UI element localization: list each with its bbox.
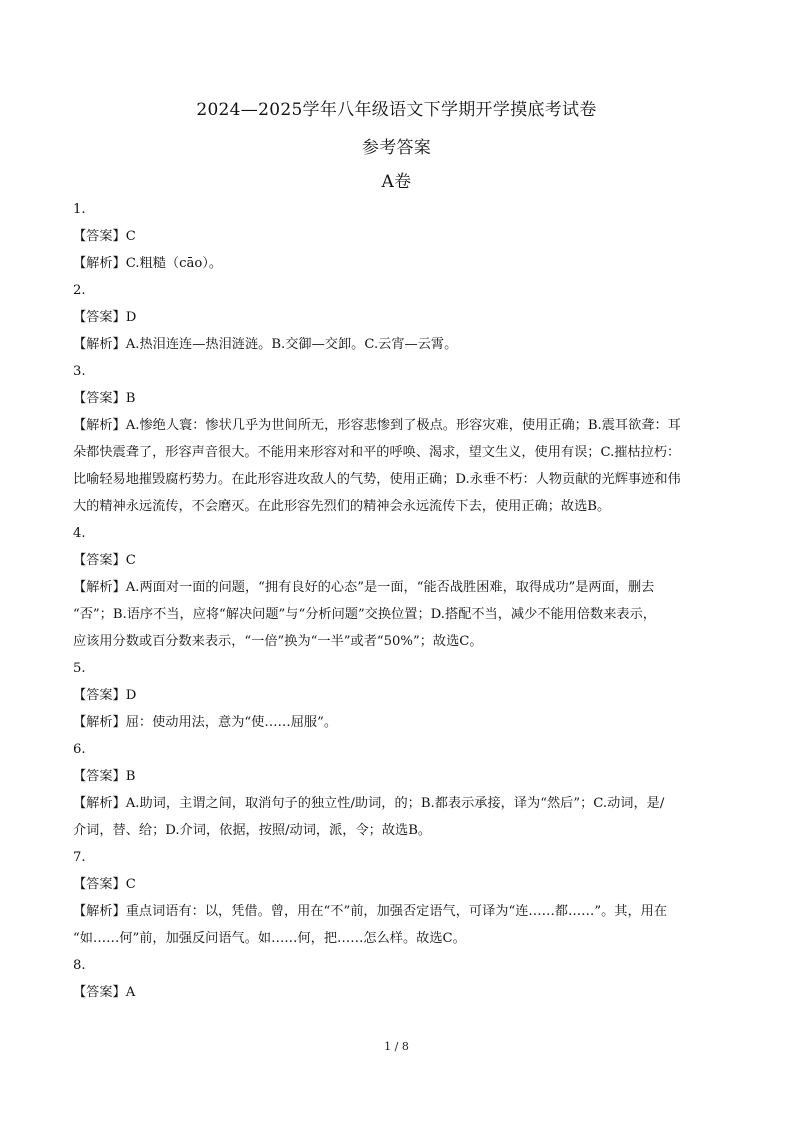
question-number: 8. (73, 958, 86, 973)
document-subtitle: 参考答案 (361, 138, 432, 158)
answer-line: 【答案】A (73, 985, 136, 1000)
analysis-line: 【解析】屈：使动用法，意为“使……屈服”。 (73, 715, 338, 730)
question-number: 2. (73, 283, 86, 298)
section-heading: A卷 (381, 172, 412, 192)
analysis-line: “否”；B.语序不当，应将“解决问题”与“分析问题”交换位置；D.搭配不当，减少不能用倍数来表示， (73, 607, 656, 622)
question-number: 4. (73, 526, 86, 541)
question-number: 3. (73, 364, 86, 379)
answer-line: 【答案】B (73, 769, 136, 784)
answer-line: 【答案】D (73, 310, 137, 325)
analysis-line: 应该用分数或百分数来表示，“一倍”换为“一半”或者“50%”；故选C。 (73, 634, 483, 649)
answer-line: 【答案】B (73, 391, 136, 406)
answer-line: 【答案】D (73, 688, 137, 703)
document-title: 2024—2025学年八年级语文下学期开学摸底考试卷 (196, 100, 597, 120)
analysis-line: 【解析】C.粗糙（cāo）。 (73, 256, 223, 271)
analysis-line: 朵都快震聋了，形容声音很大。不能用来形容对和平的呼唤、渴求，望文生义，使用有误；C.摧枯拉朽： (73, 445, 681, 460)
analysis-line: 大的精神永远流传，不会磨灭。在此形容先烈们的精神会永远流传下去，使用正确；故选B。 (73, 499, 611, 514)
analysis-line: 比喻轻易地摧毁腐朽势力。在此形容进攻敌人的气势，使用正确；D.永垂不朽：人物贡献的光辉事迹和伟 (73, 472, 681, 487)
analysis-line: 【解析】A.热泪连连—热泪涟涟。B.交御—交卸。C.云宵—云霄。 (73, 337, 458, 352)
question-number: 5. (73, 661, 86, 676)
answer-line: 【答案】C (73, 553, 136, 568)
answer-line: 【答案】C (73, 229, 136, 244)
question-number: 7. (73, 850, 86, 865)
page-number: 1 / 8 (384, 1040, 409, 1053)
analysis-line: 介词，替、给；D.介词，依据，按照/动词，派，令；故选B。 (73, 823, 432, 838)
question-number: 1. (73, 202, 86, 217)
answer-line: 【答案】C (73, 877, 136, 892)
analysis-line: 【解析】A.惨绝人寰：惨状几乎为世间所无，形容悲惨到了极点。形容灾难，使用正确；B.震耳欲聋：耳 (73, 418, 681, 433)
analysis-line: 【解析】重点词语有：以，凭借。曾，用在“不”前，加强否定语气，可译为“连……都……”。其，用在 (73, 904, 668, 919)
analysis-line: 【解析】A.助词，主谓之间，取消句子的独立性/助词，的；B.都表示承接，译为“然后”；C.动词，是/ (73, 796, 665, 811)
analysis-line: “如……何”前，加强反问语气。如……何，把……怎么样。故选C。 (73, 931, 466, 946)
answer-list (73, 196, 723, 1006)
question-number: 6. (73, 742, 86, 757)
analysis-line: 【解析】A.两面对一面的问题，“拥有良好的心态”是一面，“能否战胜困难，取得成功”是两面，删去 (73, 580, 655, 595)
